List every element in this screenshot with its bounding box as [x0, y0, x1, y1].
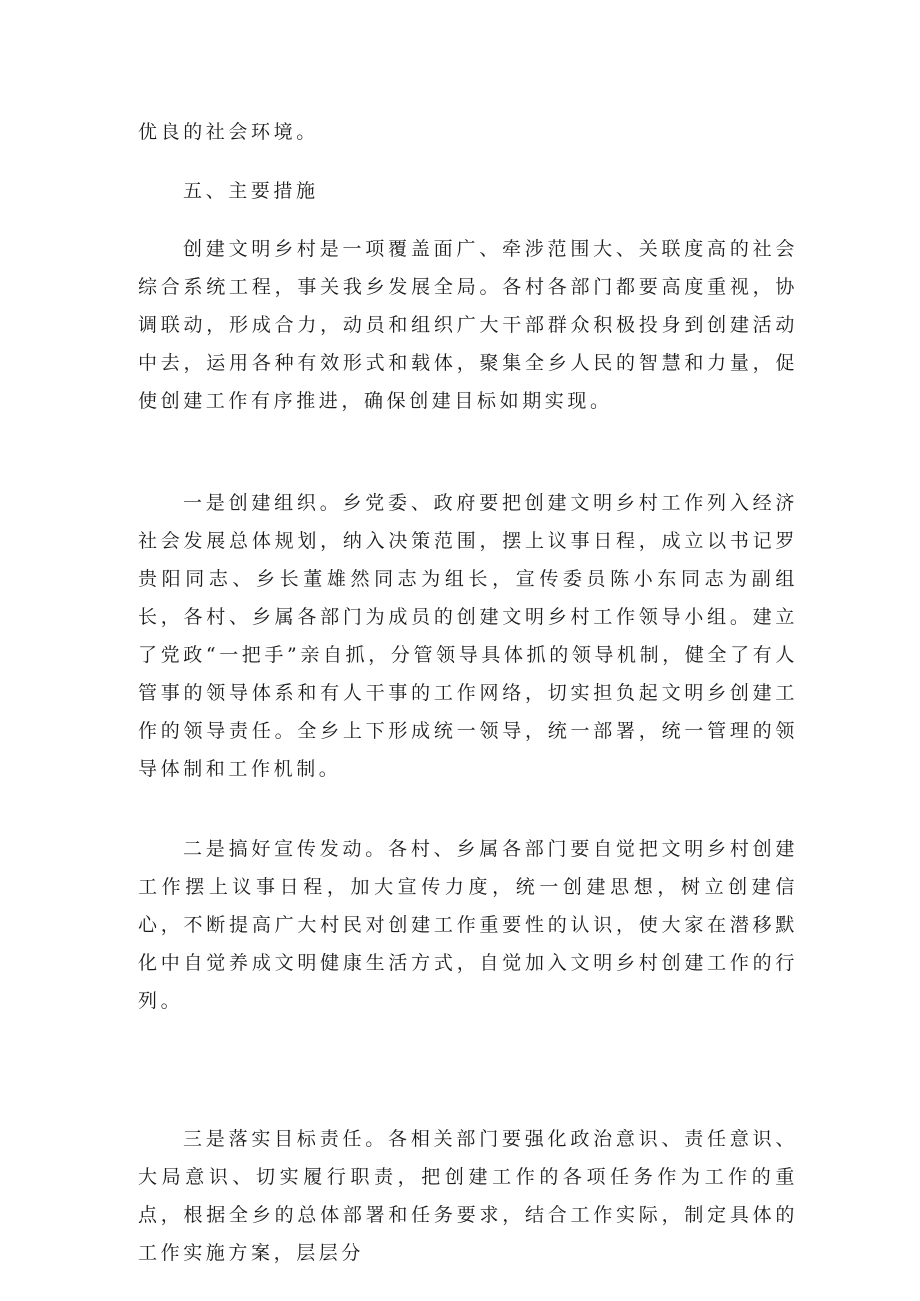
paragraph-organization: 一是创建组织。乡党委、政府要把创建文明乡村工作列入经济社会发展总体规划，纳入决策范围，摆上议事日程，成立以书记罗贵阳同志、乡长董雄然同志为组长，宣传委员陈小东同志为副组长，各村、乡属各部门为成员的创建文明乡村工作领导小组。建立了党政“一把手”亲自抓，分管领导具体抓的领导机制，健全了有人管事的领导体系和有人干事的工作网络，切实担负起文明乡创建工作的领导责任。全乡上下形成统一领导，统一部署，统一管理的领导体制和工作机制。	[138, 492, 798, 780]
paragraph-publicity: 二是搞好宣传发动。各村、乡属各部门要自觉把文明乡村创建工作摆上议事日程，加大宣传力度，统一创建思想，树立创建信心，不断提高广大村民对创建工作重要性的认识，使大家在潜移默化中自觉养成文明健康生活方式，自觉加入文明乡村创建工作的行列。	[138, 838, 798, 1012]
paragraph-responsibility: 三是落实目标责任。各相关部门要强化政治意识、责任意识、大局意识、切实履行职责，把创建工作的各项任务作为工作的重点，根据全乡的总体部署和任务要求，结合工作实际，制定具体的工作实施方案，层层分	[138, 1128, 798, 1264]
paragraph-intro: 创建文明乡村是一项覆盖面广、牵涉范围大、关联度高的社会综合系统工程，事关我乡发展全局。各村各部门都要高度重视，协调联动，形成合力，动员和组织广大干部群众积极投身到创建活动中去，运用各种有效形式和载体，聚集全乡人民的智慧和力量，促使创建工作有序推进，确保创建目标如期实现。	[138, 238, 798, 412]
paragraph-continuation: 优良的社会环境。	[138, 121, 319, 143]
section-heading: 五、主要措施	[183, 180, 319, 202]
